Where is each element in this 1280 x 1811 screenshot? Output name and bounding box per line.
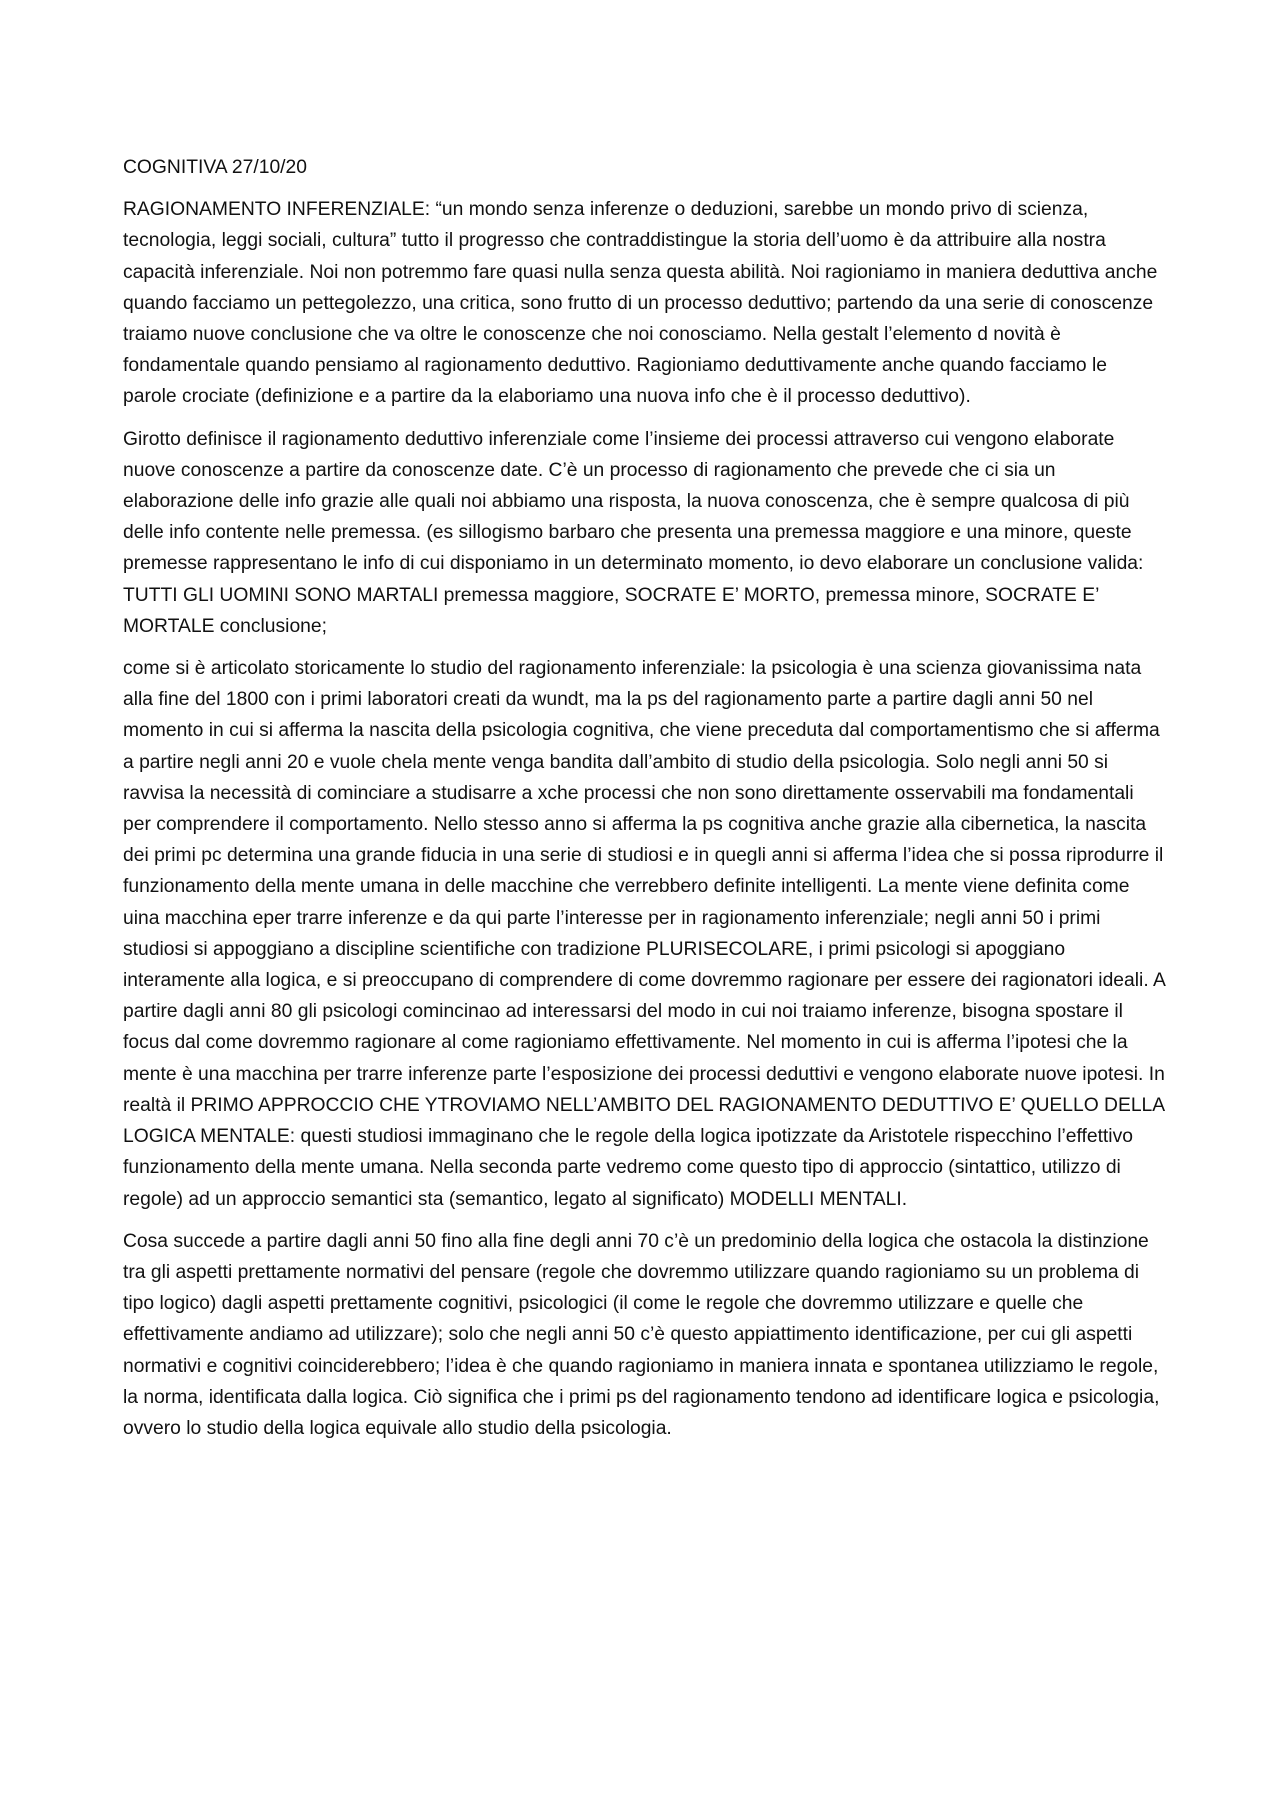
paragraph-girotto-definition: Girotto definisce il ragionamento deduttivo inferenziale come l’insieme dei processi attraverso cui vengono elaborate nuove conoscenze a partire da conoscenze date. C’è un processo di ragionamento che prevede che ci sia un elaborazione delle info grazie alle quali noi abbiamo una risposta, la nuova conoscenza, che è sempre qualcosa di più delle info contente nelle premessa. (es sillogismo barbaro che presenta una premessa maggiore e una minore, queste premesse rappresentano le info di cui disponiamo in un determinato momento, io devo elaborare un conclusione valida: TUTTI GLI UOMINI SONO MARTALI premessa maggiore, SOCRATE E’ MORTO, premessa minore, SOCRATE E’ MORTALE conclusione; (123, 428, 1144, 637)
paragraph-inferential-reasoning: RAGIONAMENTO INFERENZIALE: “un mondo senza inferenze o deduzioni, sarebbe un mondo privo di scienza, tecnologia, leggi sociali, cultura” tutto il progresso che contraddistingue la storia dell’uomo è da attribuire alla nostra capacità inferenziale. Noi non potremmo fare quasi nulla senza questa abilità. Noi ragioniamo in maniera deduttiva anche quando facciamo un pettegolezzo, una critica, sono frutto di un processo deduttivo; partendo da una serie di conoscenze traiamo nuove conclusione che va oltre le conoscenze che noi conosciamo. Nella gestalt l’elemento d novità è fondamentale quando pensiamo al ragionamento deduttivo. Ragioniamo deduttivamente anche quando facciamo le parole crociate (definizione e a partire da la elaboriamo una nuova info che è il processo deduttivo). (123, 199, 1158, 408)
document-body (123, 152, 1165, 1455)
document-title: COGNITIVA 27/10/20 (123, 157, 307, 178)
paragraph-historical-study: come si è articolato storicamente lo studio del ragionamento inferenziale: la psicologia è una scienza giovanissima nata alla fine del 1800 con i primi laboratori creati da wundt, ma la ps del ragionamento parte a partire dagli anni 50 nel momento in cui si afferma la nascita della psicologia cognitiva, che viene preceduta dal comportamentismo che si afferma a partire negli anni 20 e vuole chela mente venga bandita dall’ambito di studio della psicologia. Solo negli anni 50 si ravvisa la necessità di cominciare a studisarre a xche processi che non sono direttamente osservabili ma fondamentali per comprendere il comportamento. Nello stesso anno si afferma la ps cognitiva anche grazie alla cibernetica, la nascita dei primi pc determina una grande fiducia in una serie di studiosi e in quegli anni si afferma l’idea che si possa riprodurre il funzionamento della mente umana in delle macchine che verrebbero definite intelligenti. La mente viene definita come uina macchina eper trarre inferenze e da qui parte l’interesse per in ragionamento inferenziale; negli anni 50 i primi studiosi si appoggiano a discipline scientifiche con tradizione PLURISECOLARE, i primi psicologi si apoggiano interamente alla logica, e si preoccupano di comprendere di come dovremmo ragionare per essere dei ragionatori ideali. A partire dagli anni 80 gli psicologi comincinao ad interessarsi del modo in cui noi traiamo inferenze, bisogna spostare il focus dal come dovremmo ragionare al come ragioniamo effettivamente. Nel momento in cui is afferma l’ipotesi che la mente è una macchina per trarre inferenze parte l’esposizione dei processi deduttivi e vengono elaborate nuove ipotesi. In realtà il PRIMO APPROCCIO CHE YTROVIAMO NELL’AMBITO DEL RAGIONAMENTO DEDUTTIVO E’ QUELLO DELLA LOGICA MENTALE: questi studiosi immaginano che le regole della logica ipotizzate da Aristotele rispecchino l’effettivo funzionamento della mente umana. Nella seconda parte vedremo come questo tipo di approccio (sintattico, utilizzo di regole) ad un approccio semantici sta (semantico, legato al significato) MODELLI MENTALI. (123, 658, 1165, 1210)
paragraph-logic-predominance: Cosa succede a partire dagli anni 50 fino alla fine degli anni 70 c’è un predominio della logica che ostacola la distinzione tra gli aspetti prettamente normativi del pensare (regole che dovremmo utilizzare quando ragioniamo su un problema di tipo logico) dagli aspetti prettamente cognitivi, psicologici (il come le regole che dovremmo utilizzare e quelle che effettivamente andiamo ad utilizzare); solo che negli anni 50 c’è questo appiattimento identificazione, per cui gli aspetti normativi e cognitivi coinciderebbero; l’idea è che quando ragioniamo in maniera innata e spontanea utilizziamo le regole, la norma, identificata dalla logica. Ciò significa che i primi ps del ragionamento tendono ad identificare logica e psicologia, ovvero lo studio della logica equivale allo studio della psicologia. (123, 1230, 1160, 1439)
